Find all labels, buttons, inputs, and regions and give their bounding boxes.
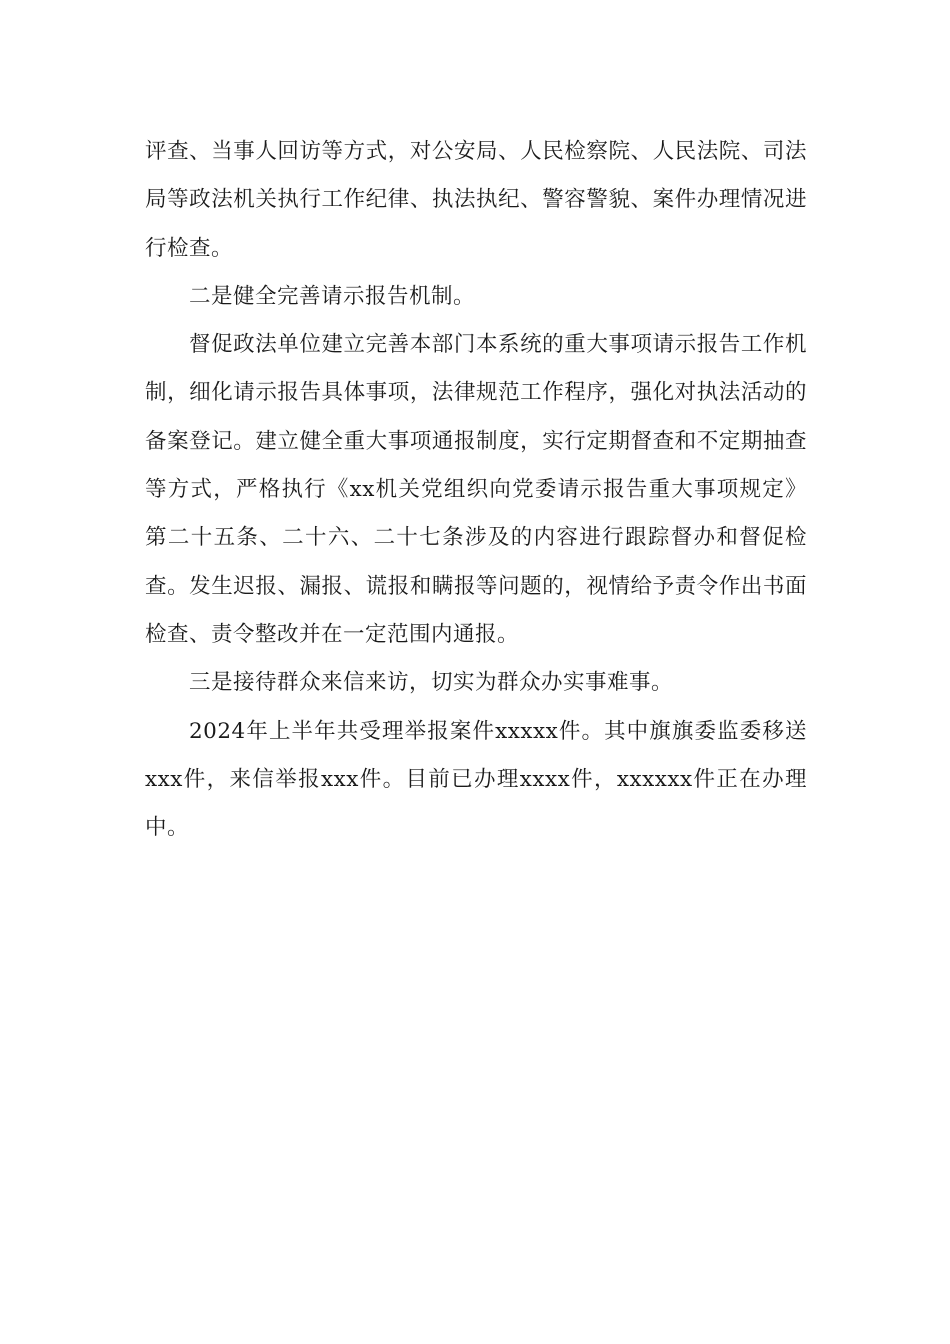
document-body (145, 128, 807, 852)
section-heading-three: 三是接待群众来信来访，切实为群众办实事难事。 (189, 670, 674, 696)
paragraph-continuation: 评查、当事人回访等方式，对公安局、人民检察院、人民法院、司法局等政法机关执行工作纪律、执法执纪、警容警貌、案件办理情况进行检查。 (145, 139, 807, 261)
section-heading-two: 二是健全完善请示报告机制。 (189, 283, 476, 309)
paragraph-case-statistics: 2024年上半年共受理举报案件xxxxx件。其中旗旗委监委移送xxx件，来信举报xxx件。目前已办理xxxx件，xxxxxx件正在办理中。 (145, 718, 807, 841)
paragraph-reporting-mechanism: 督促政法单位建立完善本部门本系统的重大事项请示报告工作机制，细化请示报告具体事项，法律规范工作程序，强化对执法活动的备案登记。建立健全重大事项通报制度，实行定期督查和不定期抽查等方式，严格执行《xx机关党组织向党委请示报告重大事项规定》第二十五条、二十六、二十七条涉及的内容进行跟踪督办和督促检查。发生迟报、漏报、谎报和瞒报等问题的，视情给予责令作出书面检查、责令整改并在一定范围内通报。 (145, 332, 807, 647)
